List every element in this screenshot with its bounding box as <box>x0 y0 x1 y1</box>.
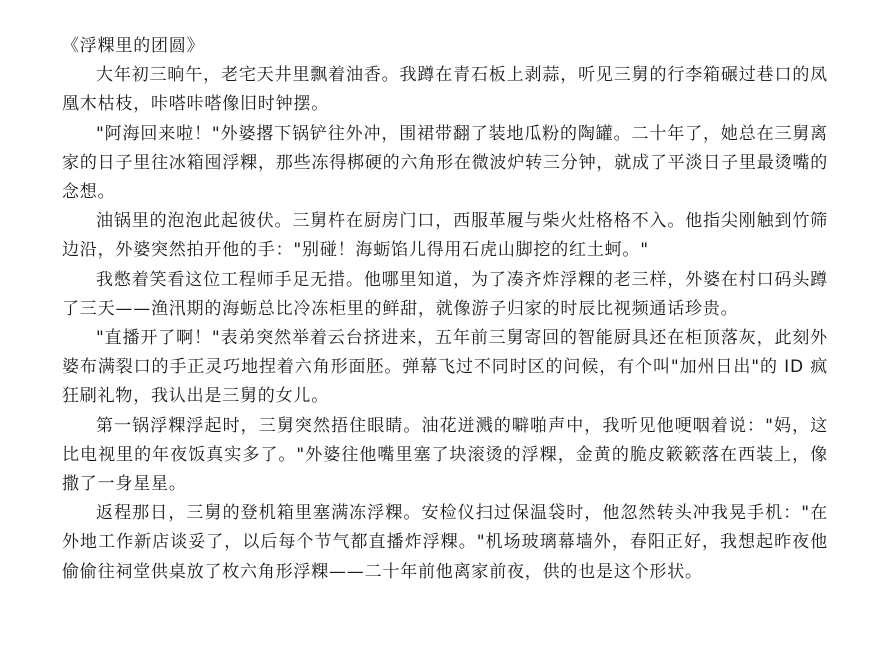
paragraph-3: 油锅里的泡泡此起彼伏。三舅杵在厨房门口，西服革履与柴火灶格格不入。他指尖刚触到竹筛边沿，外婆突然拍开他的手："别碰！海蛎馅儿得用石虎山脚挖的红土蚵。" <box>62 211 828 261</box>
paragraph-7: 返程那日，三舅的登机箱里塞满冻浮粿。安检仪扫过保温袋时，他忽然转头冲我晃手机："在外地工作新店谈妥了，以后每个节气都直播炸浮粿。"机场玻璃幕墙外，春阳正好，我想起昨夜他偷偷往祠堂供桌放了枚六角形浮粿——二十年前他离家前夜，供的也是这个形状。 <box>62 503 828 582</box>
paragraph-2: "阿海回来啦！"外婆撂下锅铲往外冲，围裙带翻了装地瓜粉的陶罐。二十年了，她总在三舅离家的日子里往冰箱囤浮粿，那些冻得梆硬的六角形在微波炉转三分钟，就成了平淡日子里最烫嘴的念想。 <box>62 123 828 203</box>
document-body <box>62 32 828 587</box>
paragraph-6: 第一锅浮粿浮起时，三舅突然捂住眼睛。油花迸溅的噼啪声中，我听见他哽咽着说："妈，这比电视里的年夜饭真实多了。"外婆往他嘴里塞了块滚烫的浮粿，金黄的脆皮簌簌落在西装上，像撒了一身星星。 <box>62 415 828 495</box>
paragraph-4: 我憋着笑看这位工程师手足无措。他哪里知道，为了凑齐炸浮粿的老三样，外婆在村口码头蹲了三天——渔汛期的海蛎总比冷冻柜里的鲜甜，就像游子归家的时辰比视频通话珍贵。 <box>62 269 828 319</box>
paragraph-5: "直播开了啊！"表弟突然举着云台挤进来，五年前三舅寄回的智能厨具还在柜顶落灰，此刻外婆布满裂口的手正灵巧地捏着六角形面胚。弹幕飞过不同时区的问候，有个叫"加州日出"的 ID 疯狂刷礼物，我认出是三舅的女儿。 <box>62 328 828 407</box>
paragraph-1: 大年初三晌午，老宅天井里飘着油香。我蹲在青石板上剥蒜，听见三舅的行李箱碾过巷口的凤凰木枯枝，咔嗒咔嗒像旧时钟摆。 <box>62 65 828 115</box>
document-title: 《浮粿里的团圆》 <box>62 36 205 56</box>
